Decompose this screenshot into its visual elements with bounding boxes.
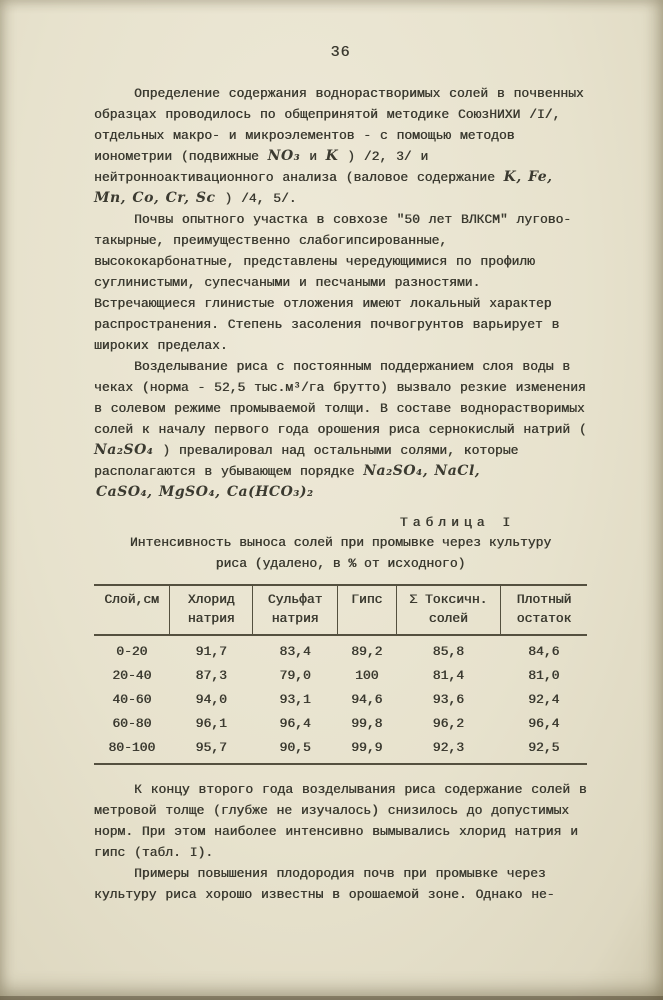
paragraph-text: К концу второго года возделывания риса содержание солей в метровой толще (глубже не изучалось) снизилось до допустимых норм. При этом наиболее интенсивно вымывались хлорид натрия и гипс (табл. I). bbox=[94, 782, 587, 860]
header-line: Гипс bbox=[351, 592, 383, 607]
paragraph-fertility bbox=[94, 863, 587, 905]
table-cell: 80-100 bbox=[108, 740, 156, 755]
paragraph-text: Возделывание риса с постоянным поддержанием слоя воды в чеках (норма - 52,5 тыс.м³/га брутто) вызвало резкие изменения в солевом режиме промываемой толщи. В составе воднорастворимых солей к началу первого года орошения риса сернокислый натрий ( bbox=[94, 359, 587, 437]
table-cell: 89,2 bbox=[351, 644, 383, 659]
table-cell: 81,4 bbox=[432, 668, 464, 683]
table-row bbox=[94, 664, 587, 688]
header-line: Σ Токсичн. bbox=[409, 592, 488, 607]
formula-no3: NO₃ bbox=[267, 148, 301, 164]
table-cell: 96,4 bbox=[528, 716, 560, 731]
formula-na2so4: Na₂SO₄ bbox=[94, 442, 154, 458]
table-header-cell-dense-residue bbox=[500, 585, 587, 635]
table-cell: 93,1 bbox=[279, 692, 311, 707]
table-cell: 83,4 bbox=[279, 644, 311, 659]
header-line: Хлорид bbox=[187, 592, 235, 607]
table-body bbox=[94, 635, 587, 764]
table-cell: 100 bbox=[355, 668, 379, 683]
paragraph-methods bbox=[94, 83, 587, 209]
paragraph-soils bbox=[94, 209, 587, 356]
header-line: Плотный bbox=[516, 592, 572, 607]
paragraph-text: Почвы опытного участка в совхозе "50 лет ВЛКСМ" лугово-такырные, преимущественно слабогипсированные, высококарбонатные, представлены чередующимися по профилю суглинистыми, супесчаными и песчаными разностями. Встречающиеся глинистые отложения имеют локальный характер распространения. Степень засоления почвогрунтов варьирует в широких пределах. bbox=[94, 212, 572, 353]
table-cell: 0-20 bbox=[116, 644, 148, 659]
table-header-cell-gypsum bbox=[337, 585, 396, 635]
header-line: Слой,см bbox=[104, 592, 159, 607]
table-header-cell-chloride bbox=[170, 585, 253, 635]
table-cell: 92,3 bbox=[432, 740, 464, 755]
table-cell: 85,8 bbox=[432, 644, 464, 659]
paragraph-second-year bbox=[94, 779, 587, 863]
table-cell: 95,7 bbox=[195, 740, 227, 755]
table-cell: 96,2 bbox=[432, 716, 464, 731]
paragraph-text: Определение содержания воднорастворимых солей в почвенных образцах проводилось по общепринятой методике СоюзНИХИ /I/, отдельных макро- и микроэлементов - с помощью методов ионометрии (подвижные bbox=[94, 86, 584, 164]
table-header-row bbox=[94, 585, 587, 635]
table-cell: 96,4 bbox=[279, 716, 311, 731]
table-row bbox=[94, 635, 587, 664]
table-label: Таблица I bbox=[399, 515, 515, 530]
table-cell: 92,5 bbox=[528, 740, 560, 755]
table-cell: 90,5 bbox=[279, 740, 311, 755]
formula-salt-order-2: CaSO₄, MgSO₄, Ca(HCO₃)₂ bbox=[96, 484, 314, 500]
table-row bbox=[94, 736, 587, 764]
table-caption-line1: Интенсивность выноса солей при промывке через культуру bbox=[129, 535, 552, 550]
table-cell: 91,7 bbox=[195, 644, 227, 659]
table-cell: 94,6 bbox=[351, 692, 383, 707]
table-cell: 84,6 bbox=[528, 644, 560, 659]
paragraph-text: и bbox=[300, 149, 326, 164]
table-cell: 99,9 bbox=[351, 740, 383, 755]
paragraph-rice bbox=[94, 356, 587, 503]
formula-k: K bbox=[325, 148, 339, 164]
salt-removal-table bbox=[94, 584, 587, 765]
header-line: солей bbox=[428, 611, 468, 626]
table-cell: 96,1 bbox=[195, 716, 227, 731]
table-row bbox=[94, 712, 587, 736]
table-cell: 94,0 bbox=[195, 692, 227, 707]
table-cell: 99,8 bbox=[351, 716, 383, 731]
table-header-cell-sulfate bbox=[253, 585, 337, 635]
table-header-cell-toxic-salts bbox=[396, 585, 500, 635]
table-cell: 92,4 bbox=[528, 692, 560, 707]
table-header-cell-layer bbox=[94, 585, 170, 635]
table-cell: 60-80 bbox=[112, 716, 152, 731]
header-line: Сульфат bbox=[267, 592, 323, 607]
formula-elements-list: K, Fe, Mn, Co, Cr, Sc bbox=[94, 169, 553, 206]
header-line: натрия bbox=[271, 611, 319, 626]
table-header bbox=[94, 585, 587, 635]
header-line: натрия bbox=[187, 611, 235, 626]
table-cell: 79,0 bbox=[279, 668, 311, 683]
table-caption-line2: риса (удалено, в % от исходного) bbox=[215, 556, 466, 571]
table-row bbox=[94, 688, 587, 712]
table-cell: 93,6 bbox=[432, 692, 464, 707]
table-cell: 40-60 bbox=[112, 692, 152, 707]
paragraph-text: ) превалировал над остальными солями, которые располагаются в убывающем порядке bbox=[94, 443, 519, 479]
table-cell: 20-40 bbox=[112, 668, 152, 683]
table-cell: 87,3 bbox=[195, 668, 227, 683]
table-cell: 81,0 bbox=[528, 668, 560, 683]
paragraph-text: ) /2, 3/ и нейтронноактивационного анализа (валовое содержание bbox=[94, 149, 504, 185]
page-number: 36 bbox=[330, 44, 351, 61]
paragraph-text: ) /4, 5/. bbox=[215, 191, 297, 206]
paragraph-text: Примеры повышения плодородия почв при промывке через культуру риса хорошо известны в орошаемой зоне. Однако не- bbox=[94, 866, 555, 902]
formula-salt-order-1: Na₂SO₄, NaCl, bbox=[363, 463, 481, 479]
header-line: остаток bbox=[516, 611, 572, 626]
